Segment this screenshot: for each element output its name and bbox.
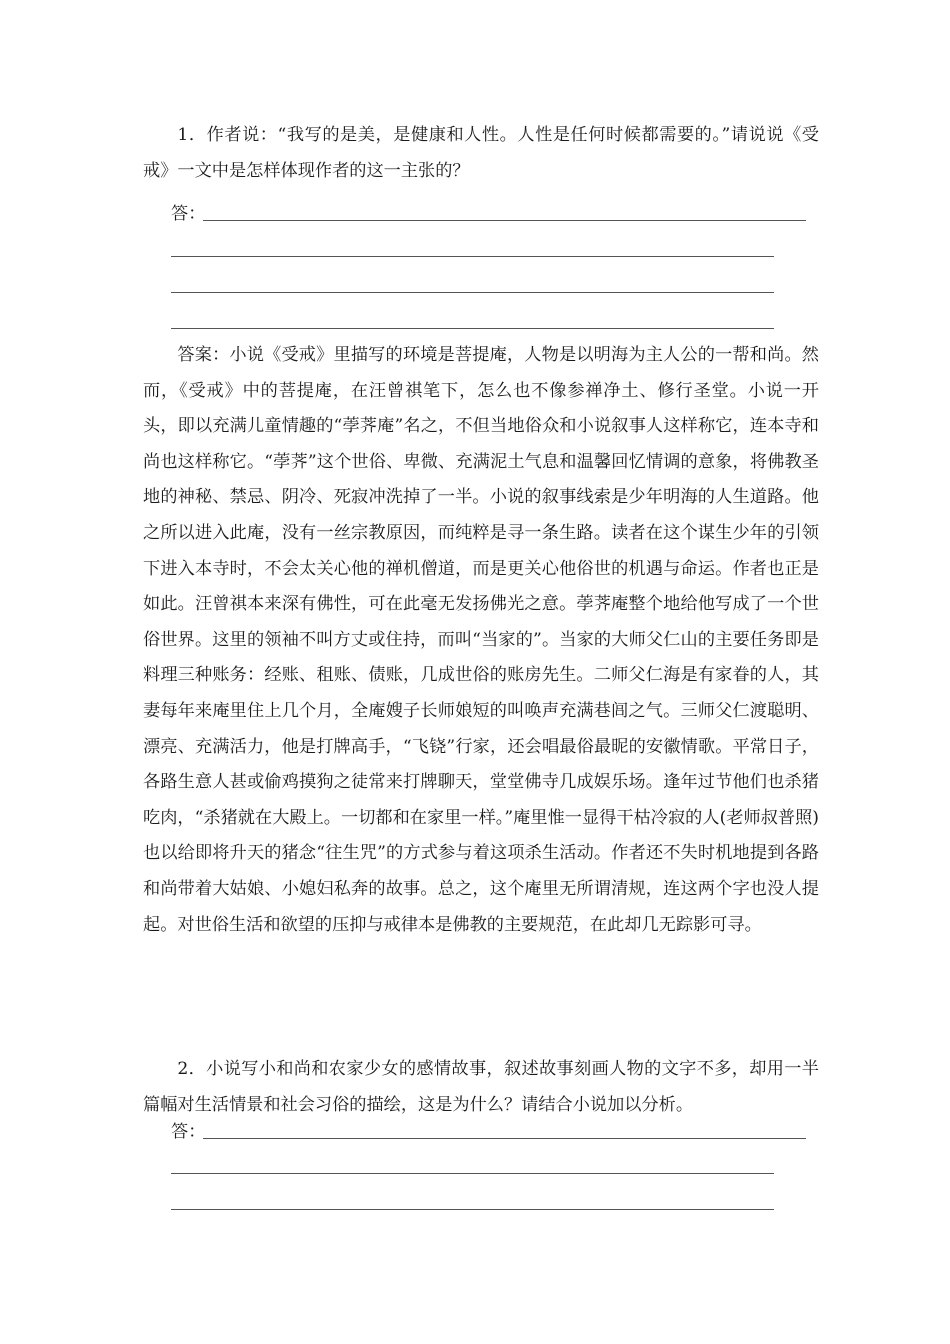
answer-blank-line[interactable] <box>203 1138 806 1139</box>
question-2-text: 2．小说写小和尚和农家少女的感情故事，叙述故事刻画人物的文字不多，却用一半篇幅对生活情景和社会习俗的描绘，这是为什么？请结合小说加以分析。 <box>143 1059 819 1115</box>
answer-label: 答： <box>171 1122 206 1142</box>
answer-blank-line[interactable] <box>171 328 774 329</box>
question-1-text: 1．作者说：“我写的是美，是健康和人性。人性是任何时候都需要的。”请说说《受戒》一文中是怎样体现作者的这一主张的？ <box>143 125 819 181</box>
answer-1-text: 答案：小说《受戒》里描写的环境是菩提庵，人物是以明海为主人公的一帮和尚。然而，《受戒》中的菩提庵，在汪曾祺笔下，怎么也不像参禅净土、修行圣堂。小说一开头，即以充满儿童情趣的“荸荠庵”名之，不但当地俗众和小说叙事人这样称它，连本寺和尚也这样称它。“荸荠”这个世俗、卑微、充满泥土气息和温馨回忆情调的意象，将佛教圣地的神秘、禁忌、阴冷、死寂冲洗掉了一半。小说的叙事线索是少年明海的人生道路。他之所以进入此庵，没有一丝宗教原因，而纯粹是寻一条生路。读者在这个谋生少年的引领下进入本寺时，不会太关心他的禅机僧道，而是更关心他俗世的机遇与命运。作者也正是如此。汪曾祺本来深有佛性，可在此毫无发扬佛光之意。荸荠庵整个地给他写成了一个世俗世界。这里的领袖不叫方丈或住持，而叫“当家的”。当家的大师父仁山的主要任务即是料理三种账务：经账、租账、债账，几成世俗的账房先生。二师父仁海是有家眷的人，其妻每年来庵里住上几个月，全庵嫂子长师娘短的叫唤声充满巷闾之气。三师父仁渡聪明、漂亮、充满活力，他是打牌高手，“飞铙”行家，还会唱最俗最昵的安徽情歌。平常日子，各路生意人甚或偷鸡摸狗之徒常来打牌聊天，堂堂佛寺几成娱乐场。逢年过节他们也杀猪吃肉，“杀猪就在大殿上。一切都和在家里一样。”庵里惟一显得干枯冷寂的人(老师叔普照)也以给即将升天的猪念“往生咒”的方式参与着这项杀生活动。作者还不失时机地提到各路和尚带着大姑娘、小媳妇私奔的故事。总之，这个庵里无所谓清规，连这两个字也没人提起。对世俗生活和欲望的压抑与戒律本是佛教的主要规范，在此却几无踪影可寻。 <box>143 345 819 935</box>
answer-blank-line[interactable] <box>171 292 774 293</box>
answer-blank-line[interactable] <box>171 1209 774 1210</box>
answer-label: 答： <box>171 204 206 224</box>
answer-blank-line[interactable] <box>171 1173 774 1174</box>
answer-blank-line[interactable] <box>203 220 806 221</box>
answer-blank-line[interactable] <box>171 256 774 257</box>
